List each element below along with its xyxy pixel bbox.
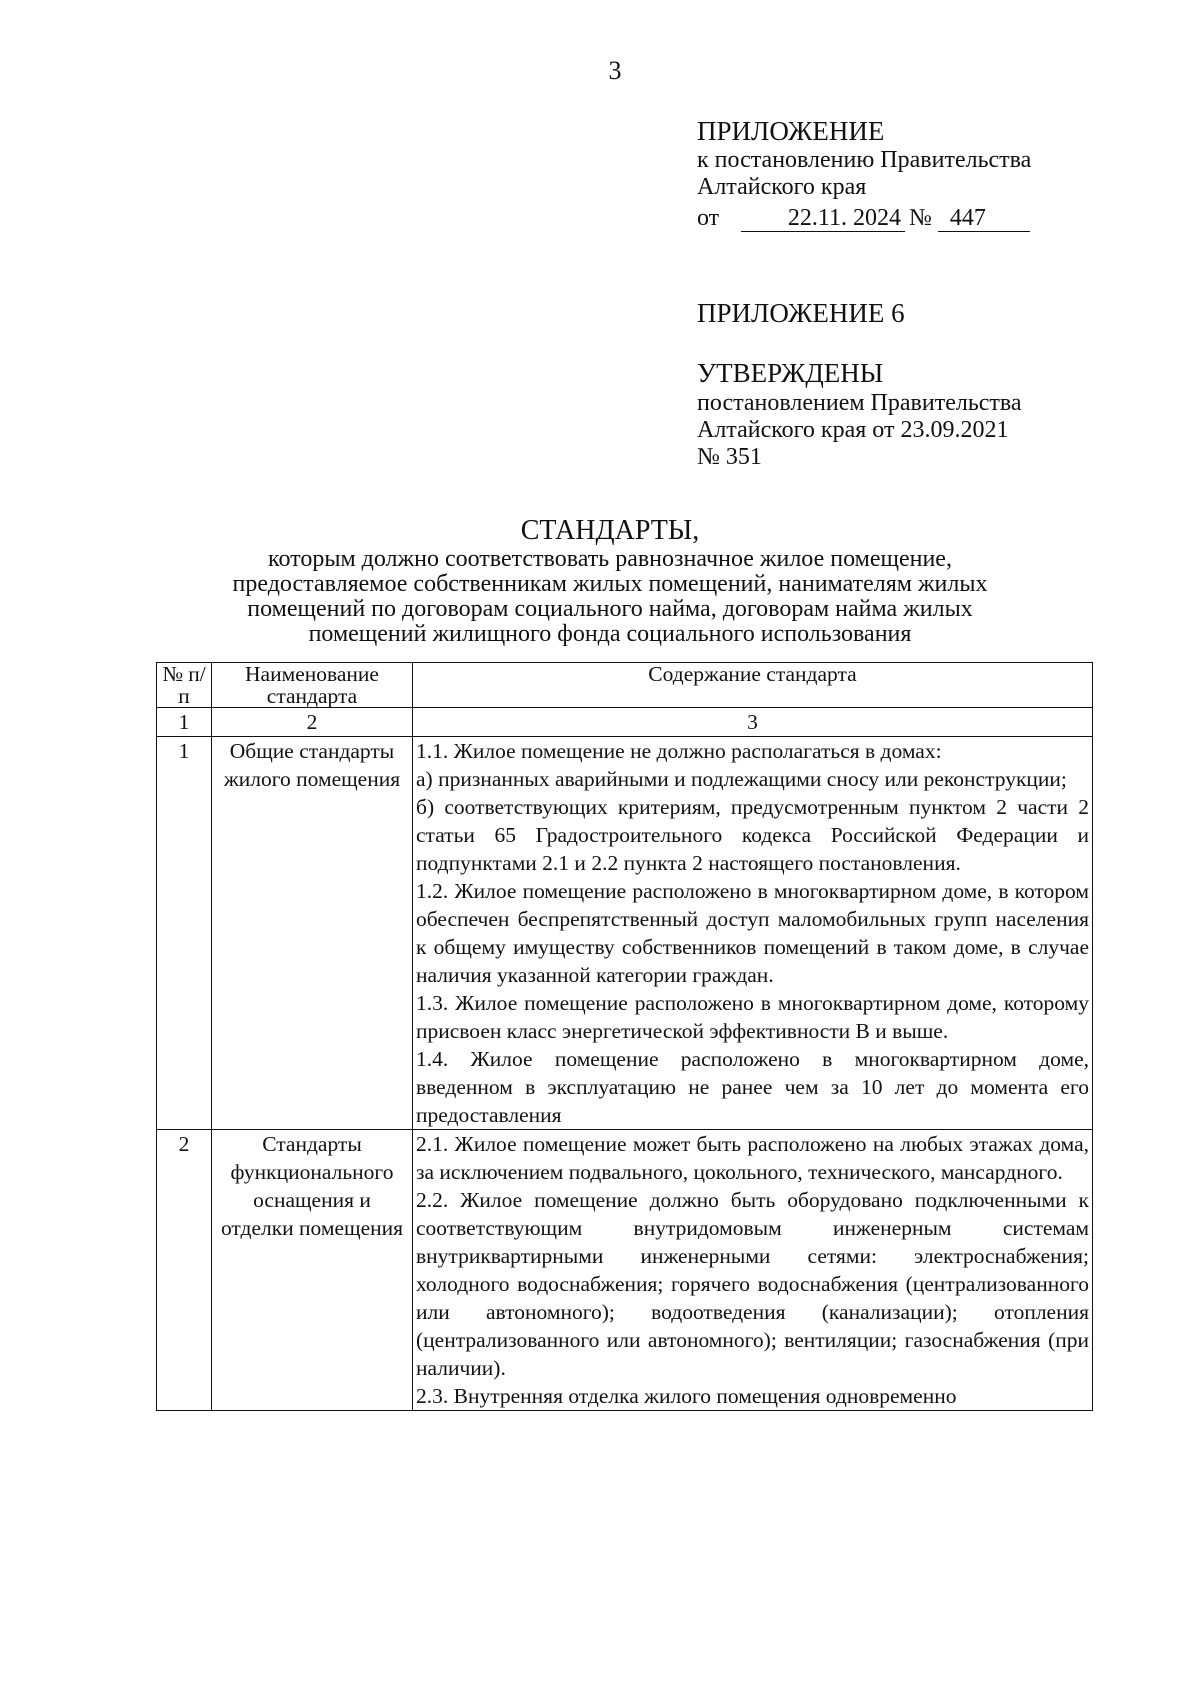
table-header-row	[157, 663, 1093, 708]
row-number: 2	[157, 1130, 212, 1411]
column-number: 2	[212, 708, 413, 737]
standard-name: Общие стандарты жилого помещения	[212, 737, 413, 1130]
table-row	[157, 737, 1093, 1130]
header-name: Наименование стандарта	[212, 663, 413, 708]
standard-name: Стандарты функционального оснащения и отделки помещения	[212, 1130, 413, 1411]
approved-line-3: № 351	[697, 444, 762, 470]
appendix-header	[697, 115, 1167, 232]
content-paragraph: 1.2. Жилое помещение расположено в многоквартирном доме, в котором обеспечен беспрепятственный доступ маломобильных групп населения к общему имуществу собственников помещений в таком доме, в случае наличия указанной категории граждан.	[416, 879, 1089, 987]
decree-date: 22.11. 2024	[741, 205, 905, 232]
number-sign: №	[909, 205, 932, 231]
document-subtitle-line: которым должно соответствовать равнозначное жилое помещение,	[268, 546, 952, 572]
standard-content	[413, 737, 1093, 1130]
content-paragraph: б) соответствующих критериям, предусмотренным пунктом 2 части 2 статьи 65 Градостроительного кодекса Российской Федерации и подпунктами 2.1 и 2.2 пункта 2 настоящего постановления.	[416, 795, 1089, 875]
standards-table	[156, 662, 1093, 1411]
content-paragraph: 2.1. Жилое помещение может быть расположено на любых этажах дома, за исключением подвального, цокольного, технического, мансардного.	[416, 1132, 1089, 1184]
column-number: 3	[413, 708, 1093, 737]
content-paragraph: а) признанных аварийными и подлежащими сносу или реконструкции;	[416, 767, 1067, 791]
order-date-number	[697, 205, 1167, 232]
from-label: от	[697, 205, 720, 231]
content-paragraph: 2.3. Внутренняя отделка жилого помещения одновременно	[416, 1384, 957, 1408]
appendix-title: ПРИЛОЖЕНИЕ	[697, 116, 885, 146]
header-content: Содержание стандарта	[413, 663, 1093, 708]
content-paragraph: 1.1. Жилое помещение не должно располагаться в домах:	[416, 739, 942, 763]
standard-content	[413, 1130, 1093, 1411]
appendix-six-title: ПРИЛОЖЕНИЕ 6	[697, 298, 905, 328]
to-decree-line: к постановлению Правительства	[697, 147, 1032, 173]
decree-number: 447	[938, 205, 1030, 232]
column-number: 1	[157, 708, 212, 737]
column-number-row	[157, 708, 1093, 737]
page-number: 3	[608, 56, 622, 85]
content-paragraph: 2.2. Жилое помещение должно быть оборудовано подключенными к соответствующим внутридомовым инженерным системам внутриквартирными инженерными сетями: электроснабжения; холодного водоснабжения; горячего водоснабжения (централизованного или автономного); водоотведения (канализации); отопления (централизованного или автономного); вентиляции; газоснабжения (при наличии).	[416, 1188, 1089, 1380]
approved-line-2: Алтайского края от 23.09.2021	[697, 417, 1009, 443]
document-subtitle-line: предоставляемое собственникам жилых помещений, нанимателям жилых	[232, 571, 988, 597]
document-heading	[160, 515, 1060, 647]
table-row	[157, 1130, 1093, 1411]
row-number: 1	[157, 737, 212, 1130]
approved-title: УТВЕРЖДЕНЫ	[697, 358, 884, 388]
content-paragraph: 1.3. Жилое помещение расположено в многоквартирном доме, которому присвоен класс энергетической эффективности В и выше.	[416, 991, 1089, 1043]
document-subtitle-line: помещений жилищного фонда социального использования	[308, 621, 912, 647]
content-paragraph: 1.4. Жилое помещение расположено в многоквартирном доме, введенном в эксплуатацию не ранее чем за 10 лет до момента его предоставления	[416, 1047, 1089, 1127]
document-subtitle-line: помещений по договорам социального найма, договорам найма жилых	[247, 596, 973, 622]
header-num: № п/п	[157, 663, 212, 708]
approved-line-1: постановлением Правительства	[697, 390, 1022, 416]
document-title: СТАНДАРТЫ,	[520, 515, 700, 546]
approved-block	[697, 356, 1167, 471]
region-line: Алтайского края	[697, 174, 867, 200]
